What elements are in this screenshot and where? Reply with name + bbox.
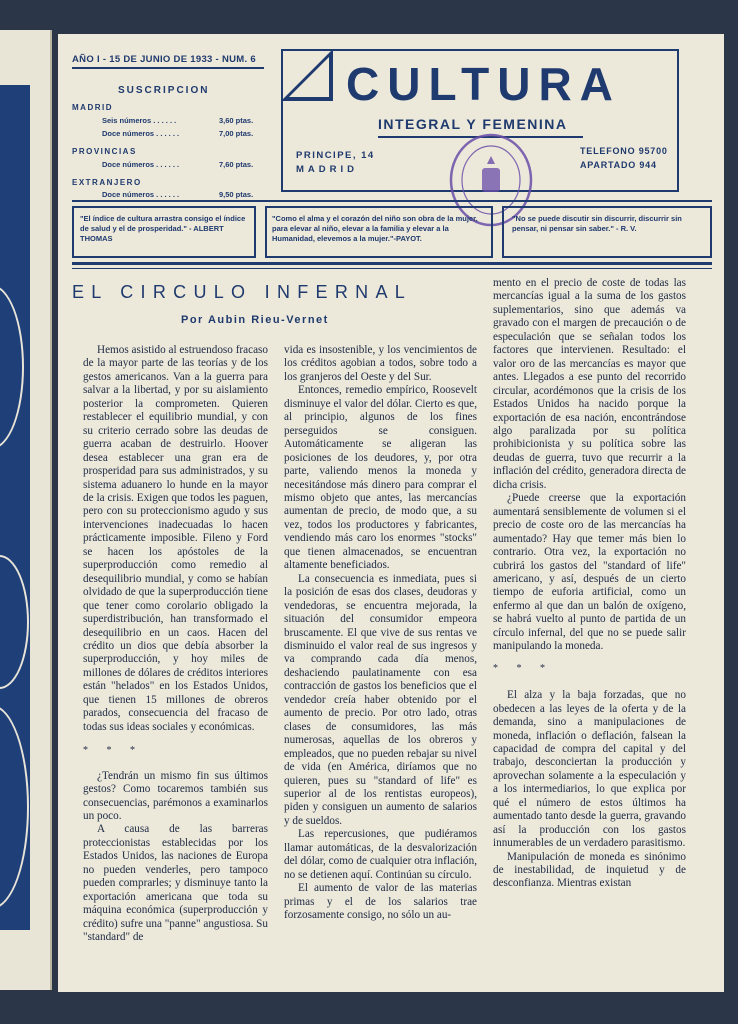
article-column-2 bbox=[284, 344, 477, 922]
madrid-label: MADRID bbox=[72, 103, 113, 112]
masthead-corner-ornament bbox=[281, 49, 341, 109]
extranjero-row-1-price: 9,50 ptas. bbox=[219, 190, 254, 199]
provincias-row-1-label: Doce números . . . . . . bbox=[102, 160, 180, 169]
column-3-paragraph-2: ¿Puede creerse que la exportación aumentará sensiblemente de volumen si el precio de coste oro de las mercancías ha aumentado? Hay que temer más bien lo contrario. Otra vez, la exportación no cubrirá los gastos del "standard of life" americano, y así, después de un cierto tiempo de euforia artificial, como un enfermo al que dan un balón de oxígeno, se habrá vuelto al punto de partida de un círculo infernal, del que no se puede salir manipulando la moneda. bbox=[493, 492, 686, 653]
column-1-paragraph-1: Hemos asistido al estruendoso fracaso de la mayor parte de las teorías y de los gestos americanos. Van a la guerra para salvar a la libertad, y por su aislamiento posterior la comprometen. Quieren restablecer el equilibrio mundial, y con su criterio cerrado sobre las deudas de guerra acaban de destruirlo. Hoover desea establecer una gran era de prosperidad para sus administrados, y su sistema aduanero lo hunde en la mayor de la crisis. Exigen que todos les paguen, pero con su proteccionismo agudo y sus intervenciones inadecuadas lo hacen prácticamente imposible. Fileno y Ford se hacen los apóstoles de la superproducción como remedio al desequilibrio mundial, y como se habían olvidado de que la superproducción tiene que tener como corolario obligado la superdistribución, han transformado el desequilibrio en un caos. Hacen del crédito un dios que debía absorber la superproducción, y hoy miles de millones de dólares de créditos interiores están "helados" en los Estados Unidos, que tienen 15 millones de obreros parados, consecuencia del fracaso de todas sus ideas sociales y económicas. bbox=[83, 344, 268, 733]
masthead-title: CULTURA bbox=[346, 58, 621, 110]
section-separator-1: * * * bbox=[83, 745, 143, 757]
madrid-row-2-label: Doce números . . . . . . bbox=[102, 129, 180, 138]
article-title: EL CIRCULO INFERNAL bbox=[72, 282, 413, 302]
quote-2-text: "Como el alma y el corazón del niño son obra de la mujer, para elevar al niño, elevar a la familia y elevar a la Humanidad, elevemos a la mujer."-PAYOT. bbox=[272, 214, 478, 243]
madrid-row-1-label: Seis números . . . . . . bbox=[102, 116, 177, 125]
previous-page-illustration bbox=[0, 85, 30, 930]
article-column-1 bbox=[83, 344, 268, 944]
column-2-paragraph-5: El aumento de valor de las materias primas y el de los salarios trae forzosamente consigo, no sólo un au- bbox=[284, 882, 477, 922]
address-line-2: MADRID bbox=[296, 164, 358, 175]
madrid-row-1-price: 3,60 ptas. bbox=[219, 116, 254, 125]
header-rule-thin bbox=[72, 268, 712, 269]
header-rule-bottom bbox=[72, 262, 712, 265]
issue-line: AÑO I - 15 DE JUNIO DE 1933 - NUM. 6 bbox=[72, 54, 256, 65]
masthead-subtitle: INTEGRAL Y FEMENINA bbox=[378, 116, 568, 132]
quote-1-text: "El índice de cultura arrastra consigo el índice de salud y el de prosperidad." - ALBERT THOMAS bbox=[80, 214, 246, 243]
column-2-paragraph-2: Entonces, remedio empírico, Roosevelt disminuye el valor del dólar. Cierto es que, al principio, algunos de los fines perseguidos se consiguen. Automáticamente se aligeran las posiciones de los deudores, y, por otra parte, valiendo menos la moneda y necesitándose más dinero para comprar el mismo objeto que antes, las mercancías aumentan de precio, de modo que, a su vez, todos los productores y fabricantes, vendiendo más caro los enormes "stocks" que tienen almacenados, se encuentran altamente beneficiados. bbox=[284, 384, 477, 572]
quote-3-text: "No se puede discutir sin discurrir, discurrir sin pensar, ni pensar sin saber." - R. V. bbox=[512, 214, 682, 233]
apartado: APARTADO 944 bbox=[580, 160, 657, 170]
header-rule-top bbox=[72, 200, 712, 202]
column-3-paragraph-4: Manipulación de moneda es sinónimo de inestabilidad, de inquietud y de desconfianza. Mientras existan bbox=[493, 850, 686, 890]
suscripcion-heading: SUSCRIPCION bbox=[118, 85, 210, 96]
article-byline: Por Aubin Rieu-Vernet bbox=[181, 314, 329, 326]
section-separator-2: * * * bbox=[493, 662, 553, 674]
column-2-paragraph-3: La consecuencia es inmediata, pues si la posición de esas dos clases, deudoras y vendedoras, se encuentra mejorada, la situación del consumidor empeora bruscamente. El que vive de sus rentas ve disminuido el valor real de sus ingresos y va comprando cada día menos, deshaciendo paulatinamente con esa contracción de gastos los beneficios que el vendedor creía haber obtenido por el aumento de precio. Por otro lado, otras clases de consumidores, las más numerosas, aquellas de los obreros y empleados, que no pueden rebajar su nivel de vida (en América, diríamos que no quieren, pues su "standard of life" es superior al de los rentistas europeos), piden y consiguen un aumento de salarios y de sueldos. bbox=[284, 572, 477, 827]
extranjero-label: EXTRANJERO bbox=[72, 178, 142, 187]
address-line-1: PRINCIPE, 14 bbox=[296, 150, 375, 161]
issue-underline bbox=[72, 67, 264, 69]
telefono: TELEFONO 95700 bbox=[580, 146, 668, 156]
article-column-3 bbox=[493, 277, 686, 891]
extranjero-row-1-label: Doce números . . . . . . bbox=[102, 190, 180, 199]
column-2-paragraph-4: Las repercusiones, que pudiéramos llamar automáticas, de la desvalorización del dólar, como de cualquier otra inflación, no se detienen aquí. Continúan su círculo. bbox=[284, 828, 477, 881]
column-1-paragraph-3: A causa de las barreras proteccionistas establecidas por los Estados Unidos, las naciones de Europa no pueden venderles, pero tampoco pueden comprarles; y disminuye tanto la exportación americana que toda su máquina económica (superproducción y crédito) sufre una "panne" angustiosa. Su "standard" de bbox=[83, 823, 268, 944]
madrid-row-2-price: 7,00 ptas. bbox=[219, 129, 254, 138]
provincias-row-1-price: 7,60 ptas. bbox=[219, 160, 254, 169]
column-1-paragraph-2: ¿Tendrán un mismo fin sus últimos gestos? Como tocaremos también sus consecuencias, parémonos a examinarlos un poco. bbox=[83, 769, 268, 822]
column-2-paragraph-1: vida es insostenible, y los vencimientos de los créditos agobian a todos, sobre todo a los granjeros del Oeste y del Sur. bbox=[284, 344, 477, 383]
provincias-label: PROVINCIAS bbox=[72, 147, 137, 156]
column-3-paragraph-3: El alza y la baja forzadas, que no obedecen a las leyes de la oferta y de la demanda, sino a manipulaciones de moneda, inflación o deflación, falsean la capacidad de compra del capital y del trabajo, desconciertan la producción y aprovechan solamente a la especulación y a los intermediarios, lo que explica por qué el número de estos últimos ha aumentado tanto desde la guerra, gravando así la producción con los gastos innumerables de un verdadero parasitismo. bbox=[493, 689, 686, 850]
column-3-paragraph-1: mento en el precio de coste de todas las mercancías igual a la suma de los gastos suplementarios, sino que además va gravado con el margen de precaución o de especulación que se señalan todos los factores que intervienen. Resultado: el valor oro de las mercancías es mayor que antes. Llegados a ese punto del recorrido circular, acordémonos que la crisis de los Estados Unidos ha nacido porque la exportación de esa nación, encontrándose algo paralizada por su política prohibicionista y su política sobre las deudas de guerra, tuvo que recurrir a la inflación del crédito, generadora directa de dicha crisis. bbox=[493, 277, 686, 491]
